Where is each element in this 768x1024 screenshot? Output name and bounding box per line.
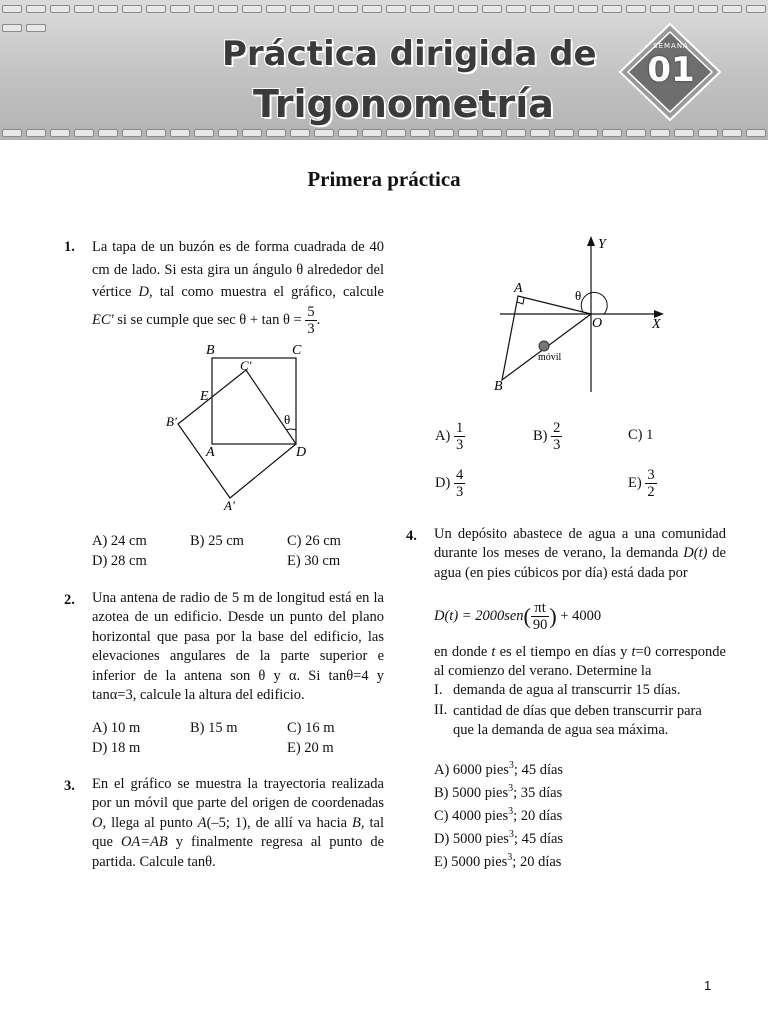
band-ornament bbox=[362, 129, 382, 137]
label-theta: θ bbox=[284, 412, 291, 427]
label-B: B bbox=[206, 343, 215, 358]
band-ornament bbox=[410, 5, 430, 13]
section-subtitle: Primera práctica bbox=[307, 167, 461, 191]
label-movil: móvil bbox=[538, 352, 562, 363]
q3-text-b: O bbox=[92, 814, 103, 831]
q2-option-d: D) 18 m bbox=[92, 740, 141, 756]
q4-a-exp: 3 bbox=[508, 760, 514, 771]
q4-text-a: Un depósito abastece de agua a una comunidad durante los meses de verano, la demanda bbox=[434, 526, 726, 562]
band-ornament bbox=[506, 129, 526, 137]
band-ornament bbox=[338, 129, 358, 137]
label-E: E bbox=[200, 389, 209, 404]
band-ornament bbox=[2, 24, 22, 32]
q3-option-b bbox=[533, 420, 562, 453]
band-ornament bbox=[122, 129, 142, 137]
label-B-prime: B' bbox=[166, 414, 177, 429]
q3-b-frac bbox=[551, 420, 562, 453]
q4-item-1-num: I. bbox=[434, 682, 443, 698]
band-ornament bbox=[554, 129, 574, 137]
band-ornament bbox=[314, 129, 334, 137]
band-ornament bbox=[242, 129, 262, 137]
band-ornament bbox=[506, 5, 526, 13]
q1-figure bbox=[160, 338, 320, 518]
q1-text-c: , tal como muestra el gráfico, calcule bbox=[149, 284, 384, 300]
band-ornament bbox=[434, 5, 454, 13]
q3-text-i: y finalmente regresa al punto de partida. Calcule tanθ. bbox=[92, 834, 384, 870]
band-ornament bbox=[434, 129, 454, 137]
q1-fraction bbox=[305, 304, 316, 337]
q4-formula-num: πt bbox=[531, 600, 550, 617]
week-badge bbox=[618, 22, 722, 122]
question-number: 4. bbox=[406, 528, 417, 544]
q4-text-c: de agua (en pies cúbicos por día) está dada por bbox=[434, 545, 726, 581]
q3-text-e: (–5; 1), de allí va hacia bbox=[206, 814, 353, 831]
label-A-prime: A' bbox=[224, 498, 235, 513]
q2-option-e: E) 20 m bbox=[287, 740, 334, 756]
question-text: Una antena de radio de 5 m de longitud está en la azotea de un edificio. Desde un punto del plano horizontal que pasa por la base del edificio, las elevaciones angulares de la parte superior e inferior de la antena son θ y α. Si tanθ=4 y tanα=3, calcule la altura del edificio. bbox=[92, 590, 384, 704]
header-title-line1: Práctica dirigida de bbox=[222, 34, 597, 74]
q1-text-d: EC' bbox=[92, 311, 114, 328]
q1-option-c: C) 26 cm bbox=[287, 533, 341, 549]
band-ornament bbox=[554, 5, 574, 13]
label-A: A bbox=[514, 281, 523, 296]
band-ornament bbox=[626, 5, 646, 13]
band-ornament bbox=[386, 129, 406, 137]
q1-frac-den: 3 bbox=[307, 320, 315, 337]
band-ornament bbox=[578, 129, 598, 137]
q3-text-d: A bbox=[197, 814, 207, 831]
band-ornament bbox=[218, 129, 238, 137]
q3-e-den: 2 bbox=[647, 484, 655, 500]
q4-text-continued bbox=[434, 643, 726, 682]
band-ornament bbox=[146, 5, 166, 13]
q3-e-prefix: E) bbox=[628, 474, 642, 491]
q4-text-h: =0 corresponde al comienzo del verano. Determine la bbox=[434, 644, 726, 680]
q1-option-e: E) 30 cm bbox=[287, 553, 341, 569]
band-ornament bbox=[362, 5, 382, 13]
q3-d-frac bbox=[454, 467, 465, 500]
q4-option-c bbox=[434, 806, 562, 825]
q4-option-d bbox=[434, 829, 563, 848]
question-number: 1. bbox=[64, 239, 75, 255]
q1-frac-num: 5 bbox=[307, 303, 315, 320]
q3-b-num: 2 bbox=[553, 420, 561, 436]
q4-formula-left: D(t) = 2000sen bbox=[434, 607, 524, 624]
q3-b-prefix: B) bbox=[533, 427, 548, 444]
question-text bbox=[92, 775, 384, 872]
q3-text-a: En el gráfico se muestra la trayectoria realizada por un móvil que parte del origen de coordenadas bbox=[92, 776, 384, 812]
label-D: D bbox=[296, 445, 307, 460]
q3-e-num: 3 bbox=[647, 467, 655, 483]
band-ornament bbox=[26, 24, 46, 32]
band-ornament bbox=[578, 5, 598, 13]
band-ornament bbox=[602, 5, 622, 13]
q1-option-d: D) 28 cm bbox=[92, 553, 147, 569]
decorative-band-bottom bbox=[0, 126, 768, 138]
band-ornament bbox=[314, 5, 334, 13]
band-ornament bbox=[290, 129, 310, 137]
q4-formula-right: + 4000 bbox=[560, 607, 602, 624]
q4-text-e: t bbox=[491, 644, 496, 660]
q4-text-b: D(t) bbox=[683, 545, 708, 562]
label-C: C bbox=[292, 343, 302, 358]
label-Y: Y bbox=[598, 237, 606, 252]
q3-a-num: 1 bbox=[455, 420, 464, 436]
square-rotated bbox=[178, 370, 296, 498]
movil-ball bbox=[539, 341, 549, 351]
q4-item-2-num: II. bbox=[434, 702, 448, 718]
band-ornament bbox=[50, 5, 70, 13]
band-ornament bbox=[674, 129, 694, 137]
band-ornament bbox=[26, 129, 46, 137]
question-text bbox=[92, 236, 384, 337]
q4-c-post: ; 20 días bbox=[513, 807, 563, 824]
q4-e-post: ; 20 días bbox=[512, 853, 562, 870]
band-ornament bbox=[266, 129, 286, 137]
q3-text-g: , tal que bbox=[92, 814, 384, 851]
square-original bbox=[212, 358, 296, 444]
band-ornament bbox=[74, 129, 94, 137]
week-number: 01 bbox=[647, 50, 695, 90]
q4-b-pre: B) 5000 pies bbox=[434, 784, 509, 801]
band-ornament bbox=[242, 5, 262, 13]
band-ornament bbox=[170, 5, 190, 13]
q4-e-pre: E) 5000 pies bbox=[434, 853, 508, 870]
y-axis-arrow bbox=[587, 236, 595, 246]
q1-text-b: D bbox=[138, 284, 150, 300]
q3-text-c: , llega al punto bbox=[102, 814, 198, 831]
q4-a-post: ; 45 días bbox=[513, 761, 564, 778]
q2-option-a: A) 10 m bbox=[92, 720, 141, 736]
q4-option-b bbox=[434, 783, 562, 802]
band-ornament bbox=[170, 129, 190, 137]
band-ornament bbox=[458, 129, 478, 137]
q3-option-d bbox=[435, 467, 465, 500]
band-ornament bbox=[194, 5, 214, 13]
q3-d-den: 3 bbox=[455, 484, 464, 500]
band-ornament bbox=[2, 5, 22, 13]
q4-c-pre: C) 4000 pies bbox=[434, 807, 509, 824]
band-ornament bbox=[674, 5, 694, 13]
decorative-band-top bbox=[0, 2, 768, 14]
q4-text-d: en donde bbox=[434, 644, 492, 660]
q3-a-frac bbox=[454, 420, 465, 453]
q1-option-a: A) 24 cm bbox=[92, 533, 147, 549]
band-ornament bbox=[410, 129, 430, 137]
band-ornament bbox=[530, 5, 550, 13]
page-number: 1 bbox=[704, 978, 712, 993]
band-ornament bbox=[98, 129, 118, 137]
band-ornament bbox=[626, 129, 646, 137]
band-ornament bbox=[722, 129, 742, 137]
label-B: B bbox=[494, 379, 503, 394]
band-ornament bbox=[74, 5, 94, 13]
band-ornament bbox=[746, 5, 766, 13]
band-ornament bbox=[386, 5, 406, 13]
band-ornament bbox=[482, 129, 502, 137]
band-ornament bbox=[698, 5, 718, 13]
q3-figure bbox=[480, 232, 680, 400]
q4-formula-frac bbox=[531, 600, 550, 633]
q3-option-e bbox=[628, 467, 657, 500]
question-number: 2. bbox=[64, 592, 75, 608]
q3-a-den: 3 bbox=[455, 437, 464, 453]
trajectory bbox=[502, 296, 591, 380]
band-ornament bbox=[122, 5, 142, 13]
band-ornament bbox=[290, 5, 310, 13]
band-ornament bbox=[482, 5, 502, 13]
band-ornament bbox=[50, 129, 70, 137]
q3-d-num: 4 bbox=[455, 467, 464, 483]
band-ornament bbox=[650, 129, 670, 137]
band-ornament bbox=[698, 129, 718, 137]
band-ornament bbox=[746, 129, 766, 137]
band-ornament bbox=[338, 5, 358, 13]
label-theta: θ bbox=[575, 288, 582, 303]
band-ornament bbox=[98, 5, 118, 13]
q4-item-2: cantidad de días que deben transcurrir para que la demanda de agua sea máxima. bbox=[453, 703, 702, 739]
band-ornament bbox=[602, 129, 622, 137]
band-ornament bbox=[266, 5, 286, 13]
question-text bbox=[434, 525, 726, 583]
q1-text-end: . bbox=[316, 311, 321, 328]
q3-theta-arc bbox=[581, 292, 607, 314]
label-C-prime: C' bbox=[240, 358, 252, 373]
band-ornament bbox=[650, 5, 670, 13]
band-ornament bbox=[218, 5, 238, 13]
q4-e-exp: 3 bbox=[507, 852, 513, 863]
q4-c-exp: 3 bbox=[508, 806, 514, 817]
page-header bbox=[0, 0, 768, 140]
q3-option-a bbox=[435, 420, 465, 453]
q4-formula-den: 90 bbox=[532, 617, 548, 633]
q3-a-prefix: A) bbox=[435, 427, 451, 444]
q4-option-a bbox=[434, 760, 563, 779]
q3-d-prefix: D) bbox=[435, 474, 451, 491]
band-ornament bbox=[146, 129, 166, 137]
label-X: X bbox=[652, 317, 661, 332]
q3-b-den: 3 bbox=[553, 437, 561, 453]
band-ornament bbox=[2, 129, 22, 137]
q4-d-pre: D) 5000 pies bbox=[434, 830, 509, 847]
q4-item-1: demanda de agua al transcurrir 15 días. bbox=[453, 682, 681, 698]
q1-theta-arc bbox=[286, 429, 296, 430]
q4-a-pre: A) 6000 pies bbox=[434, 761, 509, 778]
q3-text-h: OA=AB bbox=[120, 834, 168, 851]
q4-option-e bbox=[434, 852, 561, 871]
q2-option-c: C) 16 m bbox=[287, 720, 335, 736]
week-label: SEMANA bbox=[653, 42, 689, 50]
band-ornament bbox=[530, 129, 550, 137]
label-A: A bbox=[206, 445, 215, 460]
q4-d-exp: 3 bbox=[508, 829, 514, 840]
q4-formula: D(t) = 2000sen( $\frac{\pi t}{90}$ ) + 4000 bbox=[434, 600, 602, 633]
q1-option-b: B) 25 cm bbox=[190, 533, 244, 549]
q2-option-b: B) 15 m bbox=[190, 720, 238, 736]
band-ornament bbox=[722, 5, 742, 13]
band-ornament bbox=[26, 5, 46, 13]
q4-d-post: ; 45 días bbox=[513, 830, 564, 847]
band-ornament bbox=[458, 5, 478, 13]
q3-text-f: B bbox=[352, 814, 361, 831]
question-number: 3. bbox=[64, 778, 75, 794]
q1-text-a: La tapa de un buzón es de forma cuadrada de 40 cm de lado. Si esta gira un ángulo θ alrededor del vértice bbox=[92, 239, 384, 300]
band-ornament bbox=[194, 129, 214, 137]
q4-text-f: es el tiempo en días y bbox=[495, 644, 632, 660]
q3-option-c: C) 1 bbox=[628, 427, 654, 443]
q4-text-g: t bbox=[631, 644, 636, 660]
header-title-line2: Trigonometría bbox=[253, 82, 554, 126]
label-O: O bbox=[592, 316, 603, 331]
q4-b-post: ; 35 días bbox=[513, 784, 563, 801]
q4-b-exp: 3 bbox=[508, 783, 514, 794]
q1-text-e: si se cumple que sec θ + tan θ = bbox=[113, 311, 306, 328]
q3-e-frac bbox=[645, 467, 656, 500]
